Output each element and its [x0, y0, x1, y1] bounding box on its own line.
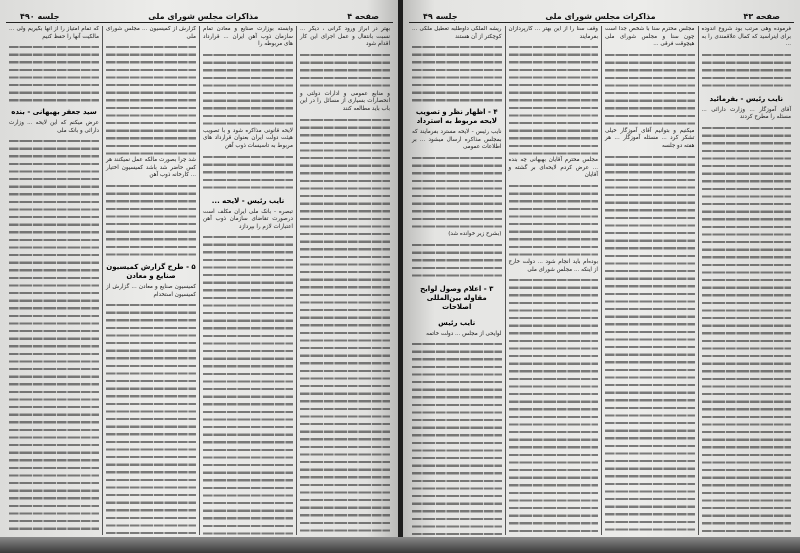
text-column: [199, 26, 296, 535]
text-column: [601, 26, 698, 535]
publication-title: مذاکرات مجلس شورای ملی: [545, 12, 656, 21]
paragraph: کمیسیون صنایع و معادن ... گزارش از کمیسیون استخدام: [106, 283, 196, 298]
text-lines: [300, 51, 390, 91]
right-page-header: [409, 8, 794, 23]
text-lines: [300, 116, 390, 535]
text-column: [102, 26, 199, 535]
paragraph: بهتر در ابراز ورود گرانی ، دیگر ... نسبت بانتقال و عمل اجرای این کار اقدام شود: [300, 26, 390, 48]
paragraph: (بشرح زیر خوانده شد): [448, 230, 502, 237]
text-lines: [509, 43, 599, 157]
section-heading: نایب رئیس - لایحه ...: [211, 196, 285, 205]
text-lines: [9, 137, 99, 535]
text-lines: [106, 43, 196, 157]
text-lines: [412, 43, 502, 104]
paragraph: ریشه الملکی داوطلبه تعطیل ملکی ... کوچکتر از آن هستند: [412, 26, 502, 40]
paragraph: بوده‌ام باید انجام شود ... دولت خارج از اینکه ... مجلس شورای ملی: [508, 258, 598, 273]
paragraph: مجلس محترم سنا با شخص جدا است چون سنا و مجلس شورای ملی هیچوقت فرقی ...: [605, 26, 695, 48]
text-lines: [509, 276, 599, 535]
section-heading: ۳ - اعلام وصول لوایح مقاوله بین‌المللی اصلاحات: [420, 284, 494, 311]
section-heading: ۴ - اظهار نظر و تصویب لایحه مربوط به استرداد: [415, 108, 498, 126]
text-lines: [203, 153, 293, 193]
paragraph: وابسته بوزارت صنایع و معادن تمام سازمان ذوب آهن ایران ... قرارداد های مربوطه را: [203, 26, 293, 48]
section-heading: نایب رئیس: [438, 318, 476, 327]
left-page-columns: [6, 26, 393, 535]
paragraph: شد چرا بصورت مالکه عمل نمیکنند هر کس حاضر شد باشد کمیسیون اختیار ... کارخانه ذوب آهن: [106, 157, 196, 179]
right-page: [403, 0, 800, 543]
section-heading: نایب رئیس - بفرمائید: [709, 94, 783, 103]
paragraph: آقای آموزگار ... وزارت دارائی ... مسئله را مطرح کردند: [701, 106, 791, 121]
text-lines: [106, 182, 196, 259]
paragraph: لایحه قانونی مذاکره شود و با تصویب هیئت دولت ایران بعنوان قرارداد های مربوط به تاسیسات ذوب آهن: [203, 127, 293, 149]
paragraph: تبصره - بانک ملی ایران مکلف است درصورت تقاضای سازمان ذوب آهن اعتبارات لازم را بپردازد: [203, 208, 293, 230]
text-column: [409, 26, 505, 535]
paragraph: و منابع عمومی و ادارات دولتی و انحصارات بسیاری از مسائل را در این باب باید مطالعه کنند: [300, 90, 390, 112]
left-page-header: [6, 8, 393, 23]
text-lines: [509, 182, 599, 259]
paragraph: که تمام امتیاز را از آنها بگیریم ولی ... مالکیت آنها را حفظ کنیم: [9, 26, 99, 40]
text-column: [505, 26, 602, 535]
section-heading: ۵ - طرح گزارش کمیسیون صنایع و معادن: [106, 262, 196, 280]
session-number: جلسه ۴۹۰: [20, 12, 60, 21]
section-heading: سید جعفر بهبهانی - بنده: [11, 108, 97, 117]
text-column: [6, 26, 102, 535]
text-lines: [412, 340, 502, 535]
paragraph: مجلس محترم آقایان بهبهانی چه بنده ... عرض کردم لایحه‌ای بر گشته و آقایان: [508, 157, 598, 179]
text-lines: [203, 51, 293, 128]
paragraph: فرموده وهی مرتب بود شروع اندوده برای اینراسید که کمال علاقمندی را به ...: [701, 26, 791, 48]
left-page: [0, 0, 399, 543]
scan-bottom-edge: [0, 537, 800, 553]
paragraph: وقف سنا را از این بهتر ... کارپردازان بفرمایند: [508, 26, 598, 40]
page-number: صفحه ۴۳: [743, 12, 780, 21]
paragraph: گزارش از کمیسیون ... مجلس شورای ملی: [106, 26, 196, 40]
text-lines: [702, 51, 792, 91]
paragraph: لوایحی از مجلس ... دولت خاتمه: [426, 330, 502, 337]
text-column: [296, 26, 393, 535]
text-lines: [702, 124, 792, 535]
publication-title: مذاکرات مجلس شورای ملی: [148, 12, 259, 21]
text-lines: [605, 51, 695, 128]
paragraph: نایب رئیس - لایحه مسترد بفرمایند که بمجلس مذاکره ارسال میشود ... بر اطلاعات عمومی: [412, 129, 502, 151]
right-page-columns: [409, 26, 794, 535]
page-number: صفحه ۴: [347, 12, 379, 21]
session-number: جلسه ۴۹: [423, 12, 458, 21]
text-column: [698, 26, 795, 535]
text-lines: [605, 153, 695, 535]
text-lines: [203, 233, 293, 535]
text-lines: [412, 154, 502, 231]
paragraph: عرض میکنم که این لایحه ... وزارت دارائی و بانک ملی: [9, 120, 99, 134]
text-lines: [412, 241, 502, 281]
paragraph: میکنیم و بتوانیم آقای آموزگار خیلی تشکر کرد ... مسئله آموزگار ... هر هفته دو جلسه: [605, 127, 695, 149]
text-lines: [9, 43, 99, 104]
text-lines: [106, 301, 196, 535]
